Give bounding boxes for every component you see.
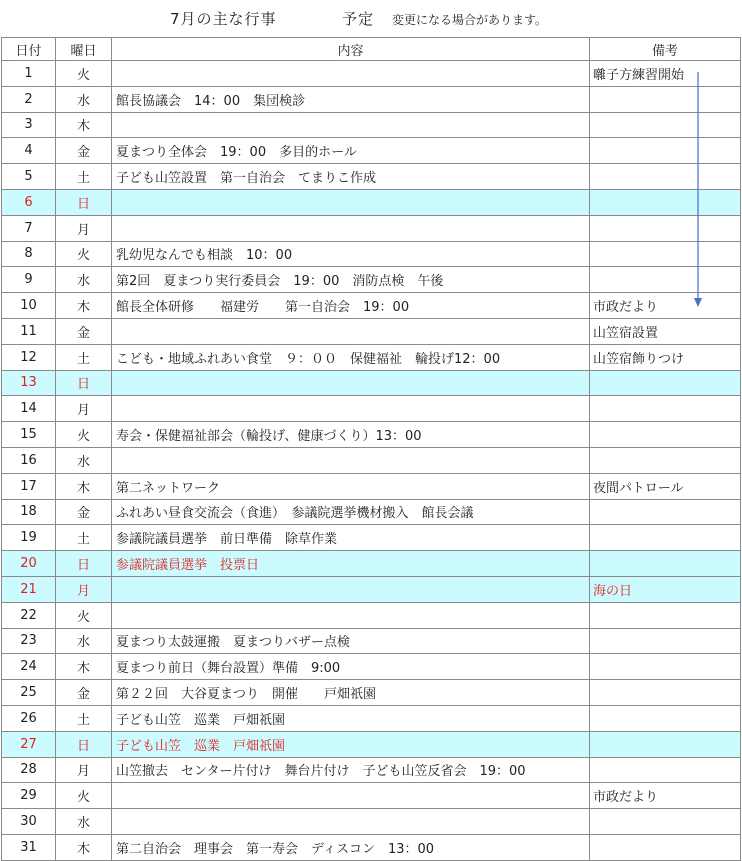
column-header-note: 備考	[590, 38, 741, 61]
weekday-cell: 水	[56, 86, 112, 112]
day-cell: 26	[2, 705, 56, 731]
note-cell	[590, 241, 741, 267]
day-cell: 21	[2, 576, 56, 602]
table-row	[2, 138, 741, 164]
table-row	[2, 396, 741, 422]
day-cell: 20	[2, 551, 56, 577]
content-cell: 夏まつり前日（舞台設置）準備 9:00	[112, 654, 590, 680]
content-cell: 山笠撤去 センター片付け 舞台片付け 子ども山笠反省会 19：00	[112, 757, 590, 783]
note-cell: 海の日	[590, 576, 741, 602]
day-cell: 2	[2, 86, 56, 112]
continuation-arrow-icon	[690, 72, 706, 312]
content-cell: 館長全体研修 福建労 第一自治会 19：00	[112, 293, 590, 319]
content-cell: 参議院議員選挙 前日準備 除草作業	[112, 525, 590, 551]
content-cell: 夏まつり全体会 19：00 多目的ホール	[112, 138, 590, 164]
note-cell	[590, 731, 741, 757]
table-row	[2, 834, 741, 860]
weekday-cell: 月	[56, 757, 112, 783]
note-cell: 囃子方練習開始	[590, 61, 741, 87]
content-cell: 第二ネットワーク	[112, 473, 590, 499]
weekday-cell: 金	[56, 680, 112, 706]
table-row	[2, 783, 741, 809]
day-cell: 9	[2, 267, 56, 293]
content-cell	[112, 396, 590, 422]
table-row	[2, 525, 741, 551]
day-cell: 17	[2, 473, 56, 499]
weekday-cell: 日	[56, 370, 112, 396]
content-cell: 館長協議会 14：00 集団検診	[112, 86, 590, 112]
weekday-cell: 木	[56, 654, 112, 680]
day-cell: 18	[2, 499, 56, 525]
schedule-table	[1, 37, 741, 861]
note-cell	[590, 809, 741, 835]
weekday-cell: 水	[56, 628, 112, 654]
note-cell	[590, 602, 741, 628]
note-cell	[590, 267, 741, 293]
table-row	[2, 267, 741, 293]
note-cell: 市政だより	[590, 783, 741, 809]
table-row	[2, 215, 741, 241]
table-row	[2, 680, 741, 706]
weekday-cell: 月	[56, 576, 112, 602]
table-row	[2, 86, 741, 112]
note-cell	[590, 757, 741, 783]
table-row	[2, 61, 741, 87]
day-cell: 11	[2, 318, 56, 344]
table-row	[2, 473, 741, 499]
weekday-cell: 火	[56, 602, 112, 628]
note-cell	[590, 215, 741, 241]
weekday-cell: 木	[56, 473, 112, 499]
table-row	[2, 112, 741, 138]
note-cell	[590, 499, 741, 525]
table-row	[2, 602, 741, 628]
day-cell: 4	[2, 138, 56, 164]
table-row	[2, 318, 741, 344]
note-cell	[590, 834, 741, 860]
note-cell	[590, 112, 741, 138]
table-row	[2, 293, 741, 319]
day-cell: 25	[2, 680, 56, 706]
table-row	[2, 576, 741, 602]
day-cell: 31	[2, 834, 56, 860]
weekday-cell: 日	[56, 189, 112, 215]
content-cell	[112, 318, 590, 344]
table-row	[2, 809, 741, 835]
page-subtitle: 予定	[342, 10, 375, 28]
weekday-cell: 木	[56, 112, 112, 138]
weekday-cell: 金	[56, 318, 112, 344]
table-row	[2, 189, 741, 215]
table-row	[2, 370, 741, 396]
table-row	[2, 757, 741, 783]
weekday-cell: 金	[56, 499, 112, 525]
weekday-cell: 木	[56, 293, 112, 319]
day-cell: 28	[2, 757, 56, 783]
table-row	[2, 447, 741, 473]
note-cell	[590, 138, 741, 164]
day-cell: 10	[2, 293, 56, 319]
column-header-weekday: 曜日	[56, 38, 112, 61]
day-cell: 15	[2, 422, 56, 448]
weekday-cell: 月	[56, 396, 112, 422]
content-cell: 第二自治会 理事会 第一寿会 ディスコン 13：00	[112, 834, 590, 860]
content-cell: 寿会・保健福祉部会（輪投げ、健康づくり）13：00	[112, 422, 590, 448]
content-cell: 第２２回 大谷夏まつり 開催 戸畑祇園	[112, 680, 590, 706]
content-cell	[112, 189, 590, 215]
weekday-cell: 土	[56, 344, 112, 370]
content-cell	[112, 61, 590, 87]
day-cell: 13	[2, 370, 56, 396]
weekday-cell: 日	[56, 731, 112, 757]
content-cell: 子ども山笠 巡業 戸畑祇園	[112, 705, 590, 731]
table-row	[2, 422, 741, 448]
day-cell: 12	[2, 344, 56, 370]
note-cell: 山笠宿設置	[590, 318, 741, 344]
note-cell: 市政だより	[590, 293, 741, 319]
weekday-cell: 月	[56, 215, 112, 241]
column-header-day: 日付	[2, 38, 56, 61]
day-cell: 6	[2, 189, 56, 215]
note-cell	[590, 396, 741, 422]
note-cell	[590, 654, 741, 680]
content-cell: こども・地域ふれあい食堂 ９：００ 保健福祉 輪投げ12：00	[112, 344, 590, 370]
note-cell	[590, 370, 741, 396]
day-cell: 3	[2, 112, 56, 138]
weekday-cell: 土	[56, 164, 112, 190]
day-cell: 7	[2, 215, 56, 241]
content-cell	[112, 370, 590, 396]
content-cell	[112, 602, 590, 628]
note-cell	[590, 680, 741, 706]
weekday-cell: 木	[56, 834, 112, 860]
note-cell	[590, 525, 741, 551]
day-cell: 19	[2, 525, 56, 551]
day-cell: 22	[2, 602, 56, 628]
day-cell: 5	[2, 164, 56, 190]
day-cell: 16	[2, 447, 56, 473]
note-cell: 山笠宿飾りつけ	[590, 344, 741, 370]
day-cell: 14	[2, 396, 56, 422]
weekday-cell: 水	[56, 809, 112, 835]
note-cell	[590, 86, 741, 112]
change-notice: 変更になる場合があります。	[392, 13, 548, 27]
note-cell	[590, 628, 741, 654]
day-cell: 27	[2, 731, 56, 757]
content-cell	[112, 112, 590, 138]
content-cell: 子ども山笠設置 第一自治会 てまりこ作成	[112, 164, 590, 190]
day-cell: 30	[2, 809, 56, 835]
day-cell: 8	[2, 241, 56, 267]
content-cell: ふれあい昼食交流会（食進） 参議院選挙機材搬入 館長会議	[112, 499, 590, 525]
table-row	[2, 344, 741, 370]
schedule-body	[2, 61, 741, 861]
table-row	[2, 241, 741, 267]
weekday-cell: 土	[56, 705, 112, 731]
day-cell: 29	[2, 783, 56, 809]
content-cell: 第2回 夏まつり実行委員会 19：00 消防点検 午後	[112, 267, 590, 293]
note-cell	[590, 189, 741, 215]
note-cell	[590, 447, 741, 473]
content-cell	[112, 576, 590, 602]
weekday-cell: 火	[56, 783, 112, 809]
weekday-cell: 金	[56, 138, 112, 164]
note-cell	[590, 164, 741, 190]
content-cell	[112, 783, 590, 809]
header-row	[2, 38, 741, 61]
table-row	[2, 654, 741, 680]
day-cell: 1	[2, 61, 56, 87]
column-header-content: 内容	[112, 38, 590, 61]
weekday-cell: 火	[56, 61, 112, 87]
content-cell: 子ども山笠 巡業 戸畑祇園	[112, 731, 590, 757]
page-title: 7月の主な行事	[170, 10, 277, 28]
content-cell	[112, 809, 590, 835]
note-cell	[590, 422, 741, 448]
weekday-cell: 水	[56, 267, 112, 293]
table-row	[2, 731, 741, 757]
note-cell	[590, 705, 741, 731]
table-row	[2, 499, 741, 525]
content-cell: 参議院議員選挙 投票日	[112, 551, 590, 577]
title-bar	[0, 0, 742, 36]
content-cell: 夏まつり太鼓運搬 夏まつりバザー点検	[112, 628, 590, 654]
table-row	[2, 705, 741, 731]
table-row	[2, 551, 741, 577]
note-cell: 夜間パトロール	[590, 473, 741, 499]
weekday-cell: 日	[56, 551, 112, 577]
content-cell: 乳幼児なんでも相談 10：00	[112, 241, 590, 267]
table-row	[2, 628, 741, 654]
day-cell: 24	[2, 654, 56, 680]
table-row	[2, 164, 741, 190]
content-cell	[112, 215, 590, 241]
weekday-cell: 火	[56, 241, 112, 267]
content-cell	[112, 447, 590, 473]
weekday-cell: 火	[56, 422, 112, 448]
day-cell: 23	[2, 628, 56, 654]
note-cell	[590, 551, 741, 577]
weekday-cell: 水	[56, 447, 112, 473]
weekday-cell: 土	[56, 525, 112, 551]
